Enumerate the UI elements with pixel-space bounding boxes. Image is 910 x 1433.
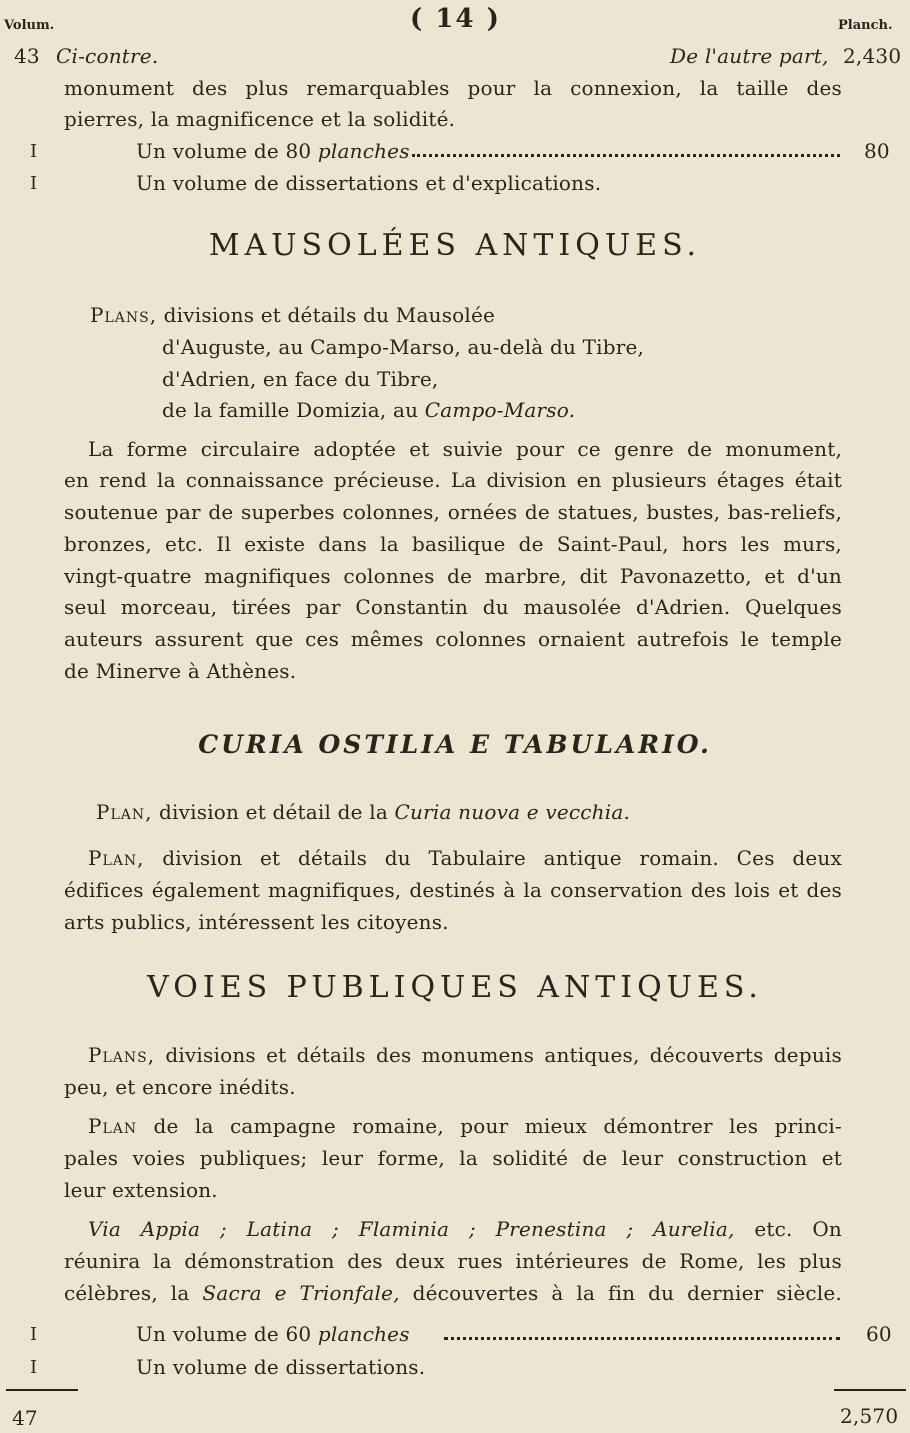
text-line: auteurs assurent que ces mêmes colonnes ornaient autrefois le temple (64, 627, 842, 651)
text-line: Plans, divisions et détails des monumens antiques, découverts depuis (88, 1043, 842, 1067)
section-title: CURIA OSTILIA E TABULARIO. (198, 730, 712, 759)
entry-plate-count: 80 (864, 139, 890, 163)
carried-volume-count: 43 (14, 44, 40, 68)
leader-dots (444, 1337, 840, 1340)
section-title: MAUSOLÉES ANTIQUES. (208, 228, 702, 263)
leader-dots (412, 154, 840, 157)
carried-right-label: De l'autre part, (670, 44, 829, 68)
page-number: ( 14 ) (410, 4, 501, 34)
total-rule-left (6, 1389, 78, 1391)
text-line: monument des plus remarquables pour la connexion, la taille des (64, 76, 842, 100)
text-line: vingt-quatre magnifiques colonnes de marbre, dit Pavonazetto, et d'un (64, 564, 842, 588)
carried-plate-total: 2,430 (843, 44, 902, 68)
text-line: arts publics, intéressent les citoyens. (64, 910, 449, 934)
text-line: de la famille Domizia, au Campo-Marso. (162, 398, 576, 422)
section-title: VOIES PUBLIQUES ANTIQUES. (147, 970, 763, 1005)
text-line: La forme circulaire adoptée et suivie pour ce genre de monument, (88, 437, 842, 461)
carried-left-label: Ci-contre. (56, 44, 159, 68)
plate-total: 2,570 (840, 1404, 899, 1428)
text-line: pales voies publiques; leur forme, la solidité de leur construction et (64, 1146, 842, 1170)
text-line: pierres, la magnificence et la solidité. (64, 107, 456, 131)
text-line: édifices également magnifiques, destinés à la conservation des lois et des (64, 878, 842, 902)
entry-text: Un volume de dissertations et d'explications. (136, 171, 602, 195)
text-line: d'Adrien, en face du Tibre, (162, 367, 439, 391)
text-line: d'Auguste, au Campo-Marso, au-delà du Tibre, (162, 335, 645, 359)
text-line: Plan, division et détails du Tabulaire antique romain. Ces deux (88, 846, 842, 870)
total-rule-right (834, 1389, 906, 1391)
text-line: célèbres, la Sacra e Trionfale, découvertes à la fin du dernier siècle. (64, 1281, 842, 1305)
entry-volume-count: I (30, 173, 38, 194)
volume-total: 47 (12, 1406, 38, 1430)
entry-volume-count: I (30, 141, 38, 162)
text-line: Via Appia ; Latina ; Flaminia ; Prenestina ; Aurelia, etc. On (88, 1217, 843, 1241)
entry-plate-count: 60 (866, 1322, 892, 1346)
text-line: bronzes, etc. Il existe dans la basilique de Saint-Paul, hors les murs, (64, 532, 842, 556)
entry-text: Un volume de 80 planches (136, 139, 410, 163)
entry-volume-count: I (30, 1357, 38, 1378)
text-line: Plans, divisions et détails du Mausolée (90, 303, 496, 327)
text-line: réunira la démonstration des deux rues intérieures de Rome, les plus (64, 1249, 842, 1273)
text-line: Plan de la campagne romaine, pour mieux démontrer les princi- (88, 1114, 842, 1138)
text-line: leur extension. (64, 1178, 218, 1202)
text-line: seul morceau, tirées par Constantin du mausolée d'Adrien. Quelques (64, 595, 842, 619)
text-line: Plan, division et détail de la Curia nuova e vecchia. (96, 800, 631, 824)
entry-text: Un volume de dissertations. (136, 1355, 426, 1379)
entry-volume-count: I (30, 1324, 38, 1345)
volumes-column-label: Volum. (4, 18, 55, 33)
text-line: peu, et encore inédits. (64, 1075, 296, 1099)
text-line: en rend la connaissance précieuse. La division en plusieurs étages était (64, 468, 842, 492)
text-line: de Minerve à Athènes. (64, 659, 297, 683)
entry-text: Un volume de 60 planches (136, 1322, 410, 1346)
text-line: soutenue par de superbes colonnes, ornées de statues, bustes, bas-reliefs, (64, 500, 842, 524)
plates-column-label: Planch. (838, 18, 893, 33)
